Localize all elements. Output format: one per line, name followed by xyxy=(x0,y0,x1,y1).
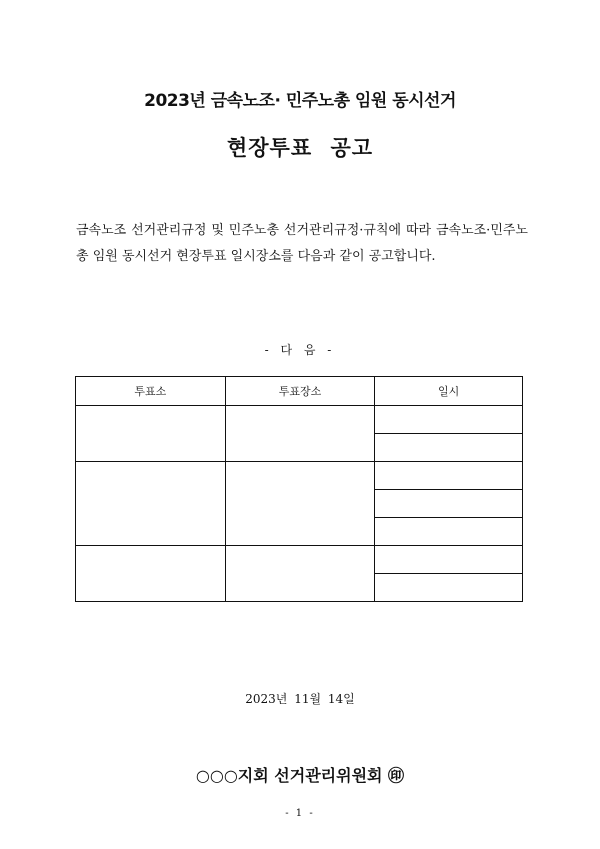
polling-station-cell[interactable] xyxy=(76,406,226,462)
table-header-row xyxy=(76,377,523,406)
datetime-cell[interactable] xyxy=(375,518,523,546)
daeum-heading: - 다 음 - xyxy=(264,343,336,357)
header-datetime: 일시 xyxy=(375,377,523,406)
polling-station-cell[interactable] xyxy=(76,546,226,602)
page-number: - 1 - xyxy=(285,808,315,819)
polling-location-cell[interactable] xyxy=(225,462,375,546)
header-polling-station: 투표소 xyxy=(76,377,226,406)
notice-body: 금속노조 선거관리규정 및 민주노총 선거관리규정·규칙에 따라 금속노조·민주노총 임원 동시선거 현장투표 일시장소를 다음과 같이 공고합니다. xyxy=(76,223,528,264)
datetime-cell[interactable] xyxy=(375,462,523,490)
datetime-cell[interactable] xyxy=(375,406,523,434)
datetime-cell[interactable] xyxy=(375,546,523,574)
header-polling-location: 투표장소 xyxy=(225,377,375,406)
table-row xyxy=(76,546,523,574)
datetime-cell[interactable] xyxy=(375,434,523,462)
datetime-cell[interactable] xyxy=(375,574,523,602)
notice-title-line1: 2023년 금속노조· 민주노총 임원 동시선거 xyxy=(144,91,456,111)
datetime-cell[interactable] xyxy=(375,490,523,518)
voting-schedule-table xyxy=(75,376,523,602)
polling-station-cell[interactable] xyxy=(76,462,226,546)
table-row xyxy=(76,406,523,434)
polling-location-cell[interactable] xyxy=(225,406,375,462)
polling-location-cell[interactable] xyxy=(225,546,375,602)
table-row xyxy=(76,462,523,490)
issuer-signature: ○○○지회 선거관리위원회 ㊞ xyxy=(195,766,405,785)
notice-date: 2023년 11월 14일 xyxy=(245,692,355,706)
notice-title-line2: 현장투표 공고 xyxy=(226,136,374,160)
